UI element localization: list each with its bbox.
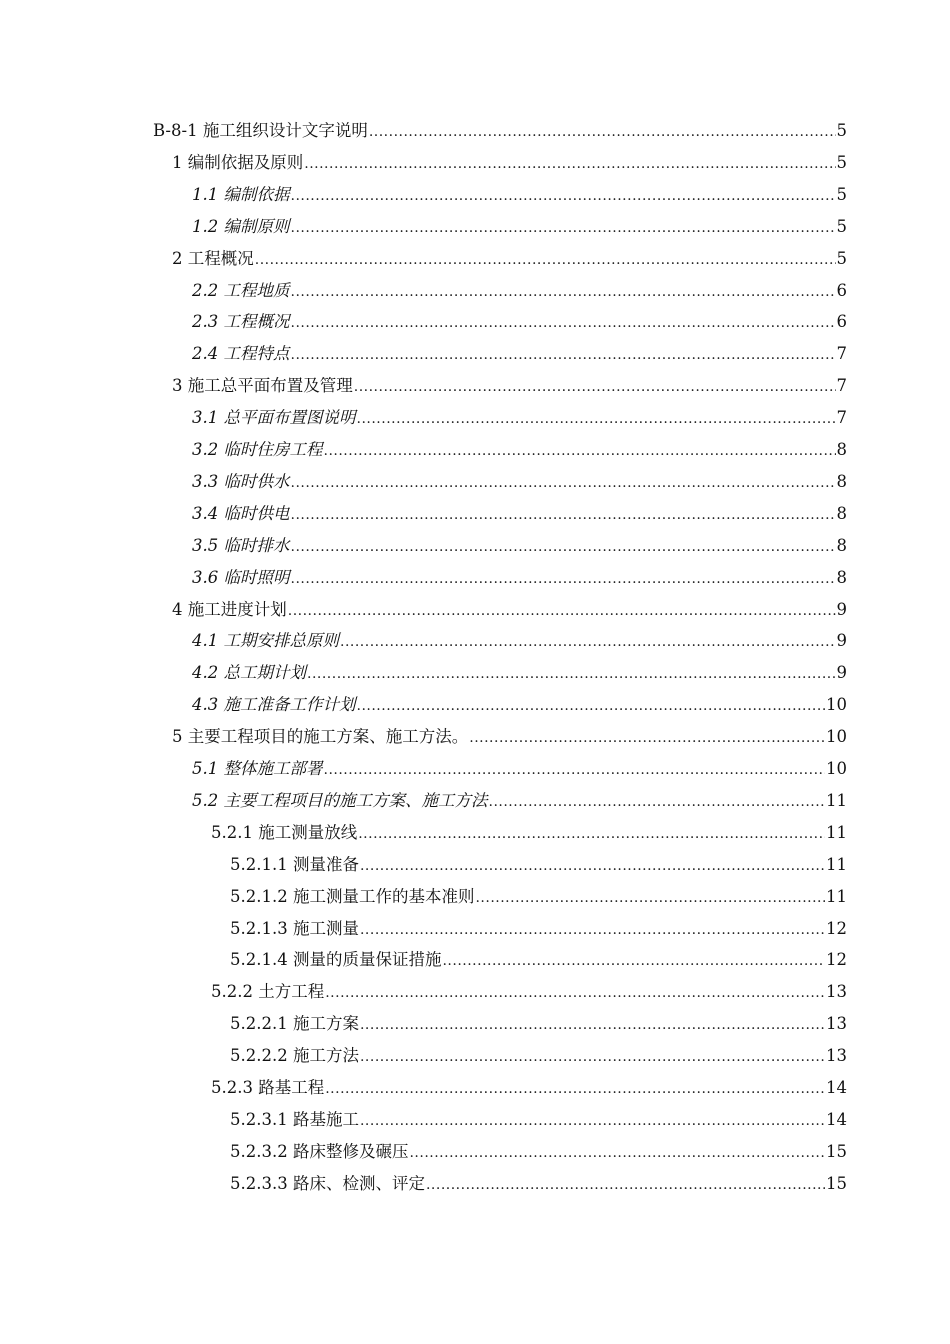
toc-entry-title: 2 工程概况 xyxy=(172,248,254,268)
toc-entry[interactable] xyxy=(230,1105,847,1135)
toc-entry[interactable] xyxy=(172,244,847,274)
toc-dot-leader xyxy=(291,181,836,211)
toc-entry[interactable] xyxy=(230,1041,847,1071)
toc-entry-title: 5.2.1.3 施工测量 xyxy=(230,918,359,938)
toc-entry-title: 4 施工进度计划 xyxy=(172,599,287,619)
toc-dot-leader xyxy=(489,787,826,817)
toc-entry[interactable] xyxy=(192,339,847,369)
toc-entry-title: 3.5 临时排水 xyxy=(192,535,290,555)
toc-entry-page-number: 8 xyxy=(836,567,847,587)
toc-entry-page-number: 10 xyxy=(826,727,847,747)
toc-entry-page-number: 5 xyxy=(836,184,847,204)
toc-entry-page-number: 13 xyxy=(826,1014,847,1034)
toc-entry[interactable] xyxy=(211,818,847,848)
toc-entry[interactable] xyxy=(153,116,847,146)
toc-entry-title: 1.2 编制原则 xyxy=(192,216,290,236)
toc-dot-leader xyxy=(358,819,825,849)
toc-entry-title: 5.2.1.1 测量准备 xyxy=(230,854,359,874)
toc-entry-page-number: 10 xyxy=(826,695,847,715)
toc-entry-title: 5 主要工程项目的施工方案、施工方法。 xyxy=(172,727,469,747)
toc-entry-title: 3.1 总平面布置图说明 xyxy=(192,408,356,428)
toc-entry-page-number: 11 xyxy=(826,790,847,810)
toc-entry[interactable] xyxy=(230,882,847,912)
toc-dot-leader xyxy=(291,277,836,307)
toc-entry-title: 5.2.3 路基工程 xyxy=(211,1078,325,1097)
toc-entry-title: 3 施工总平面布置及管理 xyxy=(172,376,353,396)
toc-dot-leader xyxy=(304,149,835,179)
toc-dot-leader xyxy=(255,245,836,275)
toc-entry-title: 1 编制依据及原则 xyxy=(172,152,304,172)
toc-dot-leader xyxy=(357,404,836,434)
toc-dot-leader xyxy=(325,978,825,1008)
toc-entry-title: 3.4 临时供电 xyxy=(192,503,290,523)
toc-entry-title: 3.2 临时住房工程 xyxy=(192,440,323,459)
toc-dot-leader xyxy=(291,340,836,370)
toc-dot-leader xyxy=(360,1106,825,1136)
toc-entry-page-number: 10 xyxy=(826,759,847,778)
toc-entry-title: 1.1 编制依据 xyxy=(192,184,290,204)
toc-entry[interactable] xyxy=(192,499,847,529)
toc-entry[interactable] xyxy=(172,722,847,752)
toc-entry[interactable] xyxy=(192,403,847,433)
toc-entry-page-number: 5 xyxy=(836,152,847,172)
toc-entry-title: 3.3 临时供水 xyxy=(192,471,290,491)
toc-entry-page-number: 14 xyxy=(826,1078,847,1097)
toc-entry[interactable] xyxy=(192,467,847,497)
toc-dot-leader xyxy=(369,117,836,147)
toc-dot-leader xyxy=(291,213,836,243)
toc-entry[interactable] xyxy=(192,435,847,465)
toc-entry-page-number: 8 xyxy=(836,535,847,555)
toc-entry-title: 4.1 工期安排总原则 xyxy=(192,631,339,651)
toc-dot-leader xyxy=(469,723,825,753)
toc-entry-page-number: 5 xyxy=(836,121,847,140)
toc-dot-leader xyxy=(475,883,825,913)
toc-entry[interactable] xyxy=(192,563,847,593)
toc-entry-title: 4.2 总工期计划 xyxy=(192,663,306,683)
toc-entry-page-number: 11 xyxy=(826,822,847,842)
toc-entry-title: 5.2.1 施工测量放线 xyxy=(211,822,358,842)
toc-entry[interactable] xyxy=(211,977,847,1007)
toc-dot-leader xyxy=(291,564,836,594)
toc-entry-page-number: 8 xyxy=(836,471,847,491)
toc-dot-leader xyxy=(324,436,836,466)
toc-entry-title: 5.2 主要工程项目的施工方案、施工方法 xyxy=(192,790,488,810)
toc-dot-leader xyxy=(340,627,836,657)
toc-entry[interactable] xyxy=(211,1073,847,1103)
toc-dot-leader xyxy=(324,755,826,785)
toc-entry-page-number: 11 xyxy=(826,854,847,874)
toc-dot-leader xyxy=(354,372,836,402)
toc-entry-page-number: 6 xyxy=(836,312,847,332)
toc-dot-leader xyxy=(360,1010,825,1040)
toc-entry[interactable] xyxy=(192,212,847,242)
toc-entry[interactable] xyxy=(172,148,847,178)
toc-entry-page-number: 5 xyxy=(836,248,847,268)
toc-dot-leader xyxy=(360,1042,825,1072)
toc-entry[interactable] xyxy=(192,690,847,720)
toc-entry[interactable] xyxy=(192,307,847,337)
toc-entry-page-number: 9 xyxy=(836,599,847,619)
toc-entry-page-number: 12 xyxy=(826,950,847,970)
toc-dot-leader xyxy=(325,1074,825,1104)
toc-entry[interactable] xyxy=(172,371,847,401)
toc-dot-leader xyxy=(360,915,825,945)
toc-entry[interactable] xyxy=(230,1137,847,1167)
toc-entry[interactable] xyxy=(192,276,847,306)
toc-entry-title: 5.2.2.2 施工方法 xyxy=(230,1046,359,1066)
toc-entry[interactable] xyxy=(230,1169,847,1199)
toc-entry[interactable] xyxy=(230,914,847,944)
toc-entry-page-number: 7 xyxy=(836,408,847,428)
toc-entry[interactable] xyxy=(192,180,847,210)
toc-entry[interactable] xyxy=(192,626,847,656)
toc-entry-page-number: 9 xyxy=(836,663,847,683)
toc-entry-title: 5.1 整体施工部署 xyxy=(192,759,323,778)
toc-entry-title: 5.2.3.3 路床、检测、评定 xyxy=(230,1173,425,1193)
toc-entry-title: 3.6 临时照明 xyxy=(192,567,290,587)
toc-entry-page-number: 6 xyxy=(836,280,847,300)
toc-entry-title: 5.2.2.1 施工方案 xyxy=(230,1014,359,1034)
toc-entry-title: 2.3 工程概况 xyxy=(192,312,290,332)
toc-entry-page-number: 15 xyxy=(826,1141,847,1161)
toc-entry[interactable] xyxy=(192,786,847,816)
toc-entry-title: 5.2.3.2 路床整修及碾压 xyxy=(230,1141,409,1161)
toc-entry-page-number: 5 xyxy=(836,216,847,236)
toc-dot-leader xyxy=(291,500,836,530)
toc-entry[interactable] xyxy=(230,850,847,880)
toc-entry-title: B-8-1 施工组织设计文字说明 xyxy=(153,121,368,140)
toc-entry-title: 2.4 工程特点 xyxy=(192,344,290,364)
toc-entry[interactable] xyxy=(192,531,847,561)
toc-entry-page-number: 13 xyxy=(826,1046,847,1066)
toc-dot-leader xyxy=(442,946,825,976)
toc-entry-title: 5.2.1.2 施工测量工作的基本准则 xyxy=(230,886,475,906)
toc-dot-leader xyxy=(409,1138,825,1168)
toc-dot-leader xyxy=(291,532,836,562)
toc-entry-title: 4.3 施工准备工作计划 xyxy=(192,695,356,715)
toc-entry-title: 5.2.1.4 测量的质量保证措施 xyxy=(230,950,442,970)
toc-dot-leader xyxy=(357,691,826,721)
toc-dot-leader xyxy=(291,468,836,498)
toc-entry-page-number: 15 xyxy=(826,1173,847,1193)
toc-entry[interactable] xyxy=(192,658,847,688)
toc-entry-page-number: 9 xyxy=(836,631,847,651)
toc-entry-page-number: 11 xyxy=(826,886,847,906)
toc-dot-leader xyxy=(291,308,836,338)
toc-dot-leader xyxy=(426,1170,825,1200)
toc-entry-title: 5.2.3.1 路基施工 xyxy=(230,1109,359,1129)
toc-entry-page-number: 13 xyxy=(826,982,847,1002)
toc-entry-page-number: 7 xyxy=(836,376,847,396)
toc-entry-page-number: 14 xyxy=(826,1109,847,1129)
toc-dot-leader xyxy=(288,596,836,626)
toc-entry-page-number: 8 xyxy=(836,440,847,459)
toc-entry-title: 5.2.2 土方工程 xyxy=(211,982,325,1002)
toc-entry-page-number: 7 xyxy=(836,344,847,364)
toc-entry[interactable] xyxy=(230,945,847,975)
toc-entry-page-number: 12 xyxy=(826,918,847,938)
toc-dot-leader xyxy=(360,851,825,881)
toc-entry[interactable] xyxy=(192,754,847,784)
toc-dot-leader xyxy=(307,659,836,689)
toc-entry-page-number: 8 xyxy=(836,503,847,523)
toc-entry-title: 2.2 工程地质 xyxy=(192,280,290,300)
toc-entry[interactable] xyxy=(230,1009,847,1039)
toc-entry[interactable] xyxy=(172,595,847,625)
